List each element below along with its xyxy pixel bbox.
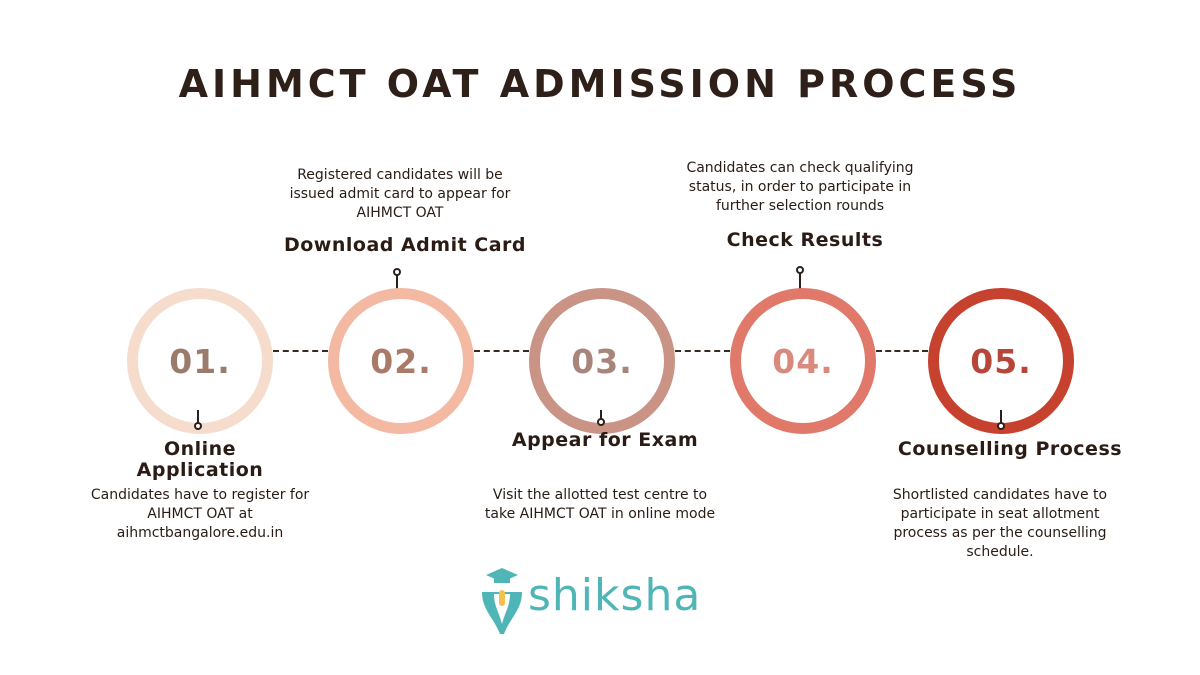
shiksha-logo-text: shiksha: [528, 570, 702, 621]
step-4-desc-line2: status, in order to participate in: [688, 179, 912, 195]
step-2-circle: [328, 288, 474, 434]
step-1-desc-line1: Candidates have to register for: [90, 487, 310, 503]
shiksha-logo: [472, 566, 732, 646]
step-5-heading: Counselling Process: [897, 438, 1123, 460]
connector-4-5: [876, 350, 928, 352]
page-title: AIHMCT OAT ADMISSION PROCESS: [178, 62, 1022, 106]
step-1-desc-line2: AIHMCT OAT at: [147, 506, 253, 522]
step-5-desc-line3: process as per the counselling: [893, 525, 1107, 541]
step-5-dot: [997, 422, 1005, 430]
step-2-number: 02.: [370, 341, 432, 381]
step-5-number: 05.: [970, 341, 1032, 381]
step-5-desc-line1: Shortlisted candidates have to: [892, 487, 1108, 503]
step-3-description: [440, 486, 760, 524]
step-1-desc-line3: aihmctbangalore.edu.in: [116, 525, 284, 541]
step-3-heading: Appear for Exam: [511, 429, 699, 451]
step-2-desc-line3: AIHMCT OAT: [356, 205, 444, 221]
step-4-circle: [730, 288, 876, 434]
step-3-circle: [529, 288, 675, 434]
connector-3-4: [675, 350, 730, 352]
step-2-desc-line2: issued admit card to appear for: [289, 186, 511, 202]
connector-2-3: [474, 350, 529, 352]
step-4-number: 04.: [772, 341, 834, 381]
connector-1-2: [273, 350, 328, 352]
step-4-desc-line1: Candidates can check qualifying: [686, 160, 914, 176]
step-1-dot: [194, 422, 202, 430]
step-5-description: [850, 486, 1150, 562]
step-5-desc-line4: schedule.: [966, 544, 1034, 560]
step-3-dot: [597, 418, 605, 426]
step-4-heading: Check Results: [726, 229, 884, 251]
step-3-number: 03.: [571, 341, 633, 381]
step-2-description: [255, 166, 545, 223]
step-1-description: [60, 486, 340, 543]
step-4-description: [650, 159, 950, 216]
step-3-desc-line2: take AIHMCT OAT in online mode: [484, 506, 716, 522]
step-2-heading: Download Admit Card: [283, 234, 527, 256]
step-1-heading-line2: Application: [136, 459, 264, 481]
step-1-number: 01.: [169, 341, 231, 381]
shiksha-logo-icon: [472, 566, 532, 646]
step-4-desc-line3: further selection rounds: [715, 198, 885, 214]
step-3-desc-line1: Visit the allotted test centre to: [492, 487, 708, 503]
step-2-desc-line1: Registered candidates will be: [297, 167, 503, 183]
step-1-heading: [100, 439, 300, 481]
step-1-circle: [127, 288, 273, 434]
step-1-heading-line1: Online: [163, 438, 237, 460]
step-5-desc-line2: participate in seat allotment: [900, 506, 1100, 522]
